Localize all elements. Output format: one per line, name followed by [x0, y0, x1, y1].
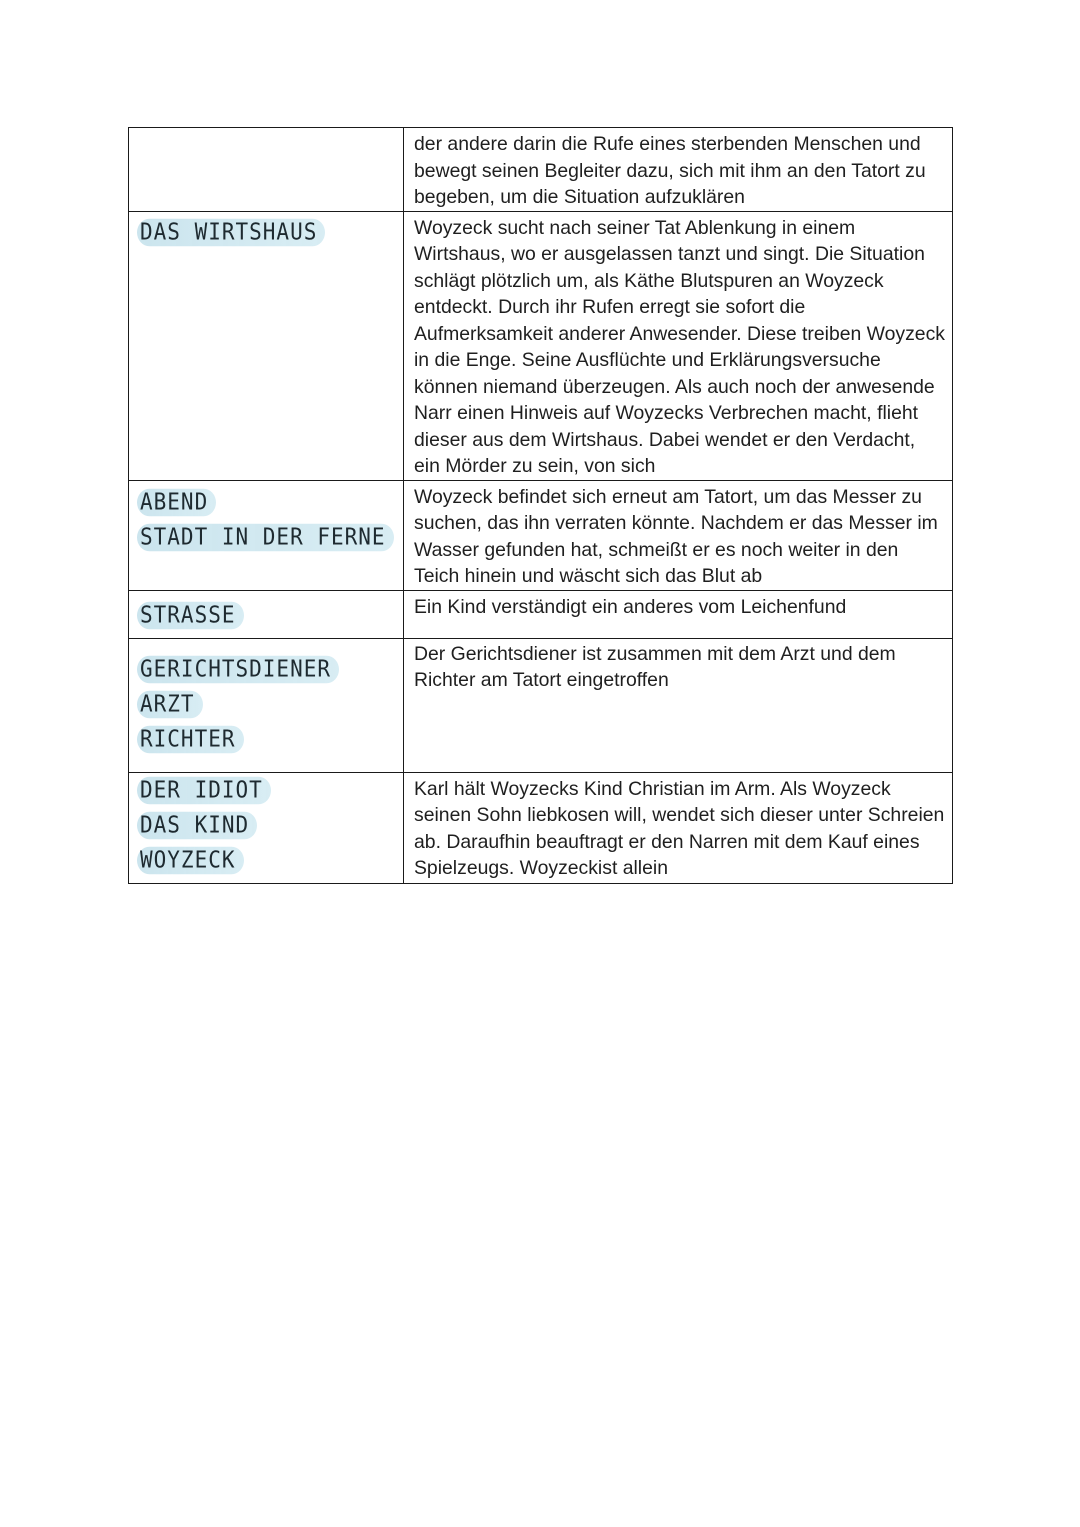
scene-table: [128, 127, 953, 884]
table-row: [129, 638, 953, 772]
table-row: [129, 590, 953, 638]
scene-description-cell: [404, 590, 953, 638]
table-row: [129, 772, 953, 883]
scene-label: DAS KIND: [137, 811, 257, 839]
scene-labels-cell: [129, 638, 404, 772]
scene-label: DER IDIOT: [137, 776, 271, 804]
scene-description-cell: [404, 128, 953, 212]
table-row: [129, 211, 953, 480]
scene-label: ABEND: [137, 488, 216, 516]
scene-description: Woyzeck befindet sich erneut am Tatort, um das Messer zu suchen, das ihn verraten könnte. Nachdem er das Messer im Wasser gefunden hat, schmeißt er es noch weiter in den Teich hinein und wäscht sich das Blut ab: [414, 485, 938, 587]
scene-labels-cell: [129, 480, 404, 590]
scene-description: der andere darin die Rufe eines sterbenden Menschen und bewegt seinen Begleiter dazu, sich mit ihm an den Tatort zu begeben, um die Situation aufzuklären: [414, 133, 926, 208]
scene-labels-cell: [129, 772, 404, 883]
scene-description-cell: [404, 211, 953, 480]
scene-labels-cell: [129, 211, 404, 480]
scene-label: STADT IN DER FERNE: [137, 523, 394, 551]
scene-description: Der Gerichtsdiener ist zusammen mit dem Arzt und dem Richter am Tatort eingetroffen: [414, 642, 896, 691]
scene-description-cell: [404, 772, 953, 883]
scene-description-cell: [404, 480, 953, 590]
table-row: [129, 480, 953, 590]
scene-label: WOYZECK: [137, 846, 244, 874]
scene-label: ARZT: [137, 690, 203, 718]
scene-labels-cell: [129, 128, 404, 212]
scene-label: GERICHTSDIENER: [137, 655, 339, 683]
scene-labels-cell: [129, 590, 404, 638]
scene-label: DAS WIRTSHAUS: [137, 218, 325, 246]
scene-description: Woyzeck sucht nach seiner Tat Ablenkung in einem Wirtshaus, wo er ausgelassen tanzt und singt. Die Situation schlägt plötzlich um, als Käthe Blutspuren an Woyzeck entdeckt. Durch ihr Rufen erregt sie sofort die Aufmerksamkeit anderer Anwesender. Diese treiben Woyzeck in die Enge. Seine Ausflüchte und Erklärungsversuche können niemand überzeugen. Als auch noch der anwesende Narr einen Hinweis auf Woyzecks Verbrechen macht, flieht dieser aus dem Wirtshaus. Dabei wendet er den Verdacht, ein Mörder zu sein, von sich: [414, 216, 945, 477]
scene-label: RICHTER: [137, 725, 244, 753]
scene-label: STRASSE: [137, 601, 244, 629]
table-row: [129, 128, 953, 212]
scene-description-cell: [404, 638, 953, 772]
scene-description: Karl hält Woyzecks Kind Christian im Arm. Als Woyzeck seinen Sohn liebkosen will, wendet sich dieser unter Schreien ab. Daraufhin beauftragt er den Narren mit dem Kauf eines Spielzeugs. Woyzeckist allein: [414, 777, 945, 879]
scene-description: Ein Kind verständigt ein anderes vom Leichenfund: [414, 595, 847, 618]
